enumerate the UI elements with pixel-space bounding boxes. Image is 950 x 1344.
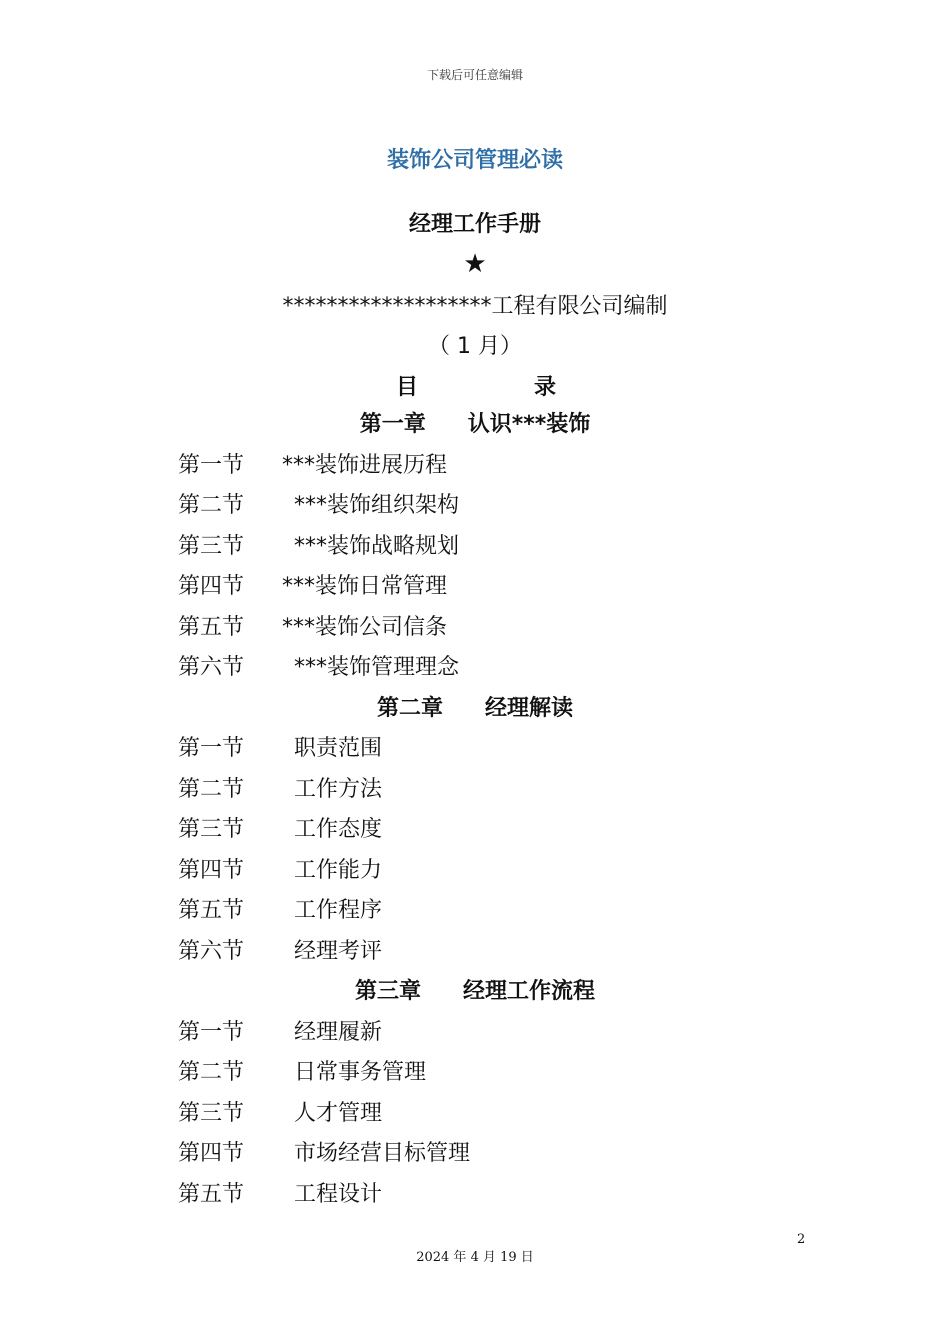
toc-heading-right: 录 — [534, 375, 557, 400]
document-subtitle: 经理工作手册 — [408, 212, 541, 237]
section-title: 日常事务管理 — [294, 1060, 427, 1085]
section-number: 第一节 — [178, 736, 245, 761]
section-number: 第三节 — [178, 1100, 245, 1126]
section-number: 第六节 — [178, 938, 245, 964]
edition-date: （ 1 月） — [428, 334, 522, 359]
chapter-number: 第三章 — [354, 979, 421, 1004]
toc-entry — [0, 527, 950, 568]
section-number: 第五节 — [178, 898, 245, 923]
section-title: 职责范围 — [294, 736, 383, 761]
page-header-note: 下载后可任意编辑 — [426, 68, 523, 82]
table-of-contents — [0, 405, 950, 1215]
section-number: 第五节 — [178, 1181, 245, 1207]
toc-entry — [0, 770, 950, 811]
chapter-title: 经理工作流程 — [463, 979, 596, 1004]
section-number: 第四节 — [178, 574, 245, 599]
toc-entry — [0, 810, 950, 851]
section-title: ***装饰日常管理 — [282, 574, 448, 599]
toc-entry — [0, 1053, 950, 1094]
section-number: 第三节 — [178, 817, 245, 842]
compiler-line: *******************工程有限公司编制 — [282, 294, 668, 319]
section-title: 工作能力 — [294, 857, 383, 883]
toc-entry — [0, 567, 950, 608]
chapter-title: 认识***装饰 — [467, 412, 591, 437]
section-title: 经理考评 — [294, 938, 383, 964]
section-number: 第五节 — [178, 614, 245, 640]
toc-entry — [0, 851, 950, 892]
toc-entry — [0, 891, 950, 932]
chapter-heading — [0, 405, 950, 446]
toc-entry — [0, 1175, 950, 1216]
section-title: 市场经营目标管理 — [294, 1141, 471, 1166]
chapter-title: 经理解读 — [485, 695, 574, 721]
toc-entry — [0, 446, 950, 487]
section-title: 工作程序 — [294, 898, 383, 923]
section-title: 经理履新 — [294, 1019, 383, 1045]
document-title: 装饰公司管理必读 — [386, 148, 563, 173]
toc-entry — [0, 608, 950, 649]
chapter-heading — [0, 689, 950, 730]
toc-entry — [0, 648, 950, 689]
section-title: ***装饰管理理念 — [294, 655, 460, 680]
section-title: 人才管理 — [294, 1100, 383, 1126]
section-number: 第四节 — [178, 857, 245, 883]
section-title: 工作方法 — [294, 776, 383, 802]
section-number: 第二节 — [178, 776, 245, 802]
toc-entry — [0, 729, 950, 770]
section-title: ***装饰战略规划 — [294, 533, 460, 559]
section-number: 第四节 — [178, 1141, 245, 1166]
section-number: 第二节 — [178, 493, 245, 518]
toc-entry — [0, 1013, 950, 1054]
section-number: 第三节 — [178, 533, 245, 559]
toc-heading-left: 目 — [396, 375, 419, 400]
chapter-heading — [0, 972, 950, 1013]
section-title: ***装饰进展历程 — [282, 452, 448, 478]
toc-entry — [0, 486, 950, 527]
section-title: ***装饰组织架构 — [294, 493, 460, 518]
chapter-number: 第二章 — [376, 695, 443, 721]
star-icon: ★ — [463, 249, 487, 279]
section-title: 工程设计 — [294, 1181, 383, 1207]
toc-entry — [0, 932, 950, 973]
toc-entry — [0, 1134, 950, 1175]
toc-entry — [0, 1094, 950, 1135]
section-title: ***装饰公司信条 — [282, 614, 448, 640]
section-number: 第一节 — [178, 1019, 245, 1045]
section-number: 第六节 — [178, 655, 245, 680]
section-number: 第二节 — [178, 1060, 245, 1085]
page-number: 2 — [797, 1232, 806, 1247]
chapter-number: 第一章 — [359, 412, 426, 437]
section-number: 第一节 — [178, 452, 245, 478]
section-title: 工作态度 — [294, 817, 383, 842]
footer-date: 2024 年 4 月 19 日 — [416, 1250, 534, 1265]
